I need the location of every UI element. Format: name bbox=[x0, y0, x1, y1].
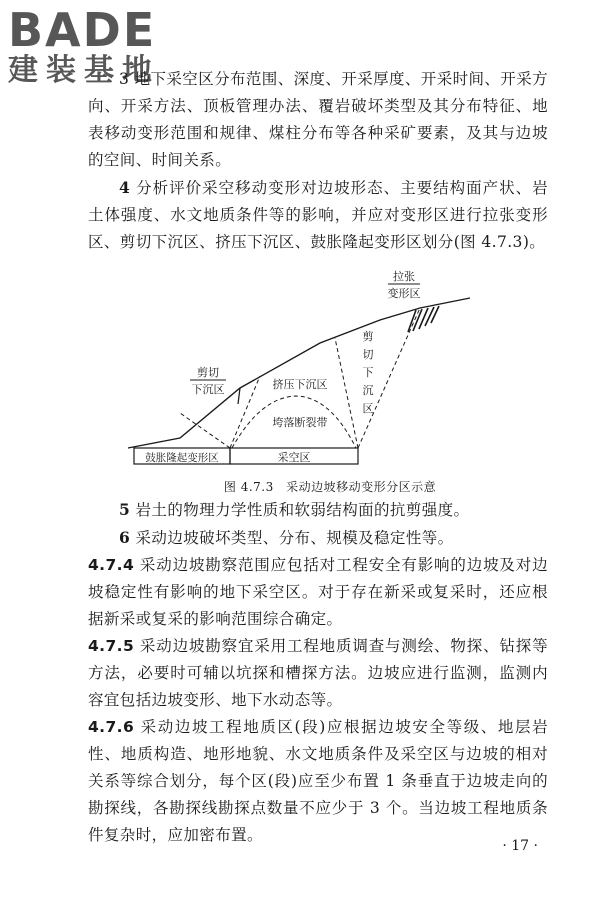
boundary-left-outer bbox=[180, 413, 230, 448]
shear-right-char-2: 切 bbox=[362, 348, 374, 361]
shear-right-char-1: 剪 bbox=[362, 330, 374, 343]
clause-476-text: 采动边坡工程地质区(段)应根据边坡安全等级、地层岩性、地质构造、地形地貌、水文地质条件及采空区与边坡的相对关系等综合划分，每个区(段)应至少布置 1 条垂直于边坡走向的勘探线，各勘探线勘探点数量不应少于 3 个。当边坡工程地质条件复杂时，应加密布置。 bbox=[88, 718, 548, 844]
clause-474-text: 采动边坡勘察范围应包括对工程安全有影响的边坡及对边坡稳定性有影响的地下采空区。对于存在新采或复采时，还应根据新采或复采的影响范围综合确定。 bbox=[88, 556, 548, 628]
clause-475-text: 采动边坡勘察宜采用工程地质调查与测绘、物探、钻探等方法，必要时可辅以坑探和槽探方法。边坡应进行监测，监测内容宜包括边坡变形、地下水动态等。 bbox=[88, 637, 548, 709]
clause-475-number: 4.7.5 bbox=[88, 637, 135, 655]
compress-zone-label: 挤压下沉区 bbox=[272, 378, 328, 391]
page-number: · 17 · bbox=[502, 838, 538, 854]
figure-caption-text: 采动边坡移动变形分区示意 bbox=[286, 480, 437, 494]
tension-zone-label-2: 变形区 bbox=[387, 287, 421, 300]
logo-subtitle: 建装基地 bbox=[8, 53, 160, 88]
clause-474-number: 4.7.4 bbox=[88, 556, 135, 574]
item-6-text: 采动边坡破坏类型、分布、规模及稳定性等。 bbox=[135, 529, 454, 547]
caving-zone-label: 垮落断裂带 bbox=[272, 416, 328, 429]
shear-right-char-5: 区 bbox=[362, 402, 374, 415]
clause-476-paragraph bbox=[88, 714, 548, 849]
item-3-paragraph: 3 地下采空区分布范围、深度、开采厚度、开采时间、开采方向、开采方法、顶板管理办法、覆岩破坏类型及其分布特征、地表移动变形范围和规律、煤柱分布等各种采矿要素，及其与边坡的空间、时间关系。 bbox=[88, 70, 548, 169]
section-top bbox=[88, 66, 548, 256]
slope-deformation-figure bbox=[120, 268, 500, 480]
boundary-left-inner bbox=[230, 376, 260, 448]
bulge-zone-label: 鼓胀隆起变形区 bbox=[145, 452, 219, 464]
item-6-paragraph bbox=[88, 524, 548, 552]
clause-476-number: 4.7.6 bbox=[88, 718, 135, 736]
figure-caption bbox=[0, 478, 600, 495]
item-4-number: 4 bbox=[119, 178, 131, 197]
tension-zone-label-1: 拉张 bbox=[393, 270, 415, 283]
section-bottom bbox=[88, 496, 548, 849]
item-6-number: 6 bbox=[119, 528, 131, 547]
shear-tick bbox=[238, 388, 240, 404]
item-5-number: 5 bbox=[119, 500, 131, 519]
shear-left-label-2: 下沉区 bbox=[191, 383, 225, 396]
item-5-text: 岩土的物理力学性质和软弱结构面的抗剪强度。 bbox=[135, 501, 470, 519]
shear-left-label-1: 剪切 bbox=[197, 366, 219, 379]
shear-right-label bbox=[363, 330, 374, 415]
figure-caption-number: 图 4.7.3 bbox=[223, 480, 274, 494]
goaf-label: 采空区 bbox=[277, 451, 311, 464]
item-5-paragraph bbox=[88, 496, 548, 524]
shear-right-char-3: 下 bbox=[362, 366, 374, 379]
item-4-paragraph bbox=[88, 174, 548, 256]
item-4-text: 分析评价采空移动变形对边坡形态、主要结构面产状、岩土体强度、水文地质条件等的影响，并应对变形区进行拉张变形区、剪切下沉区、挤压下沉区、鼓胀隆起变形区划分(图 4.7.3)。 bbox=[88, 179, 548, 251]
logo-brand: BADE bbox=[8, 3, 157, 57]
clause-475-paragraph bbox=[88, 633, 548, 714]
shear-right-char-4: 沉 bbox=[362, 384, 374, 397]
clause-474-paragraph bbox=[88, 552, 548, 633]
